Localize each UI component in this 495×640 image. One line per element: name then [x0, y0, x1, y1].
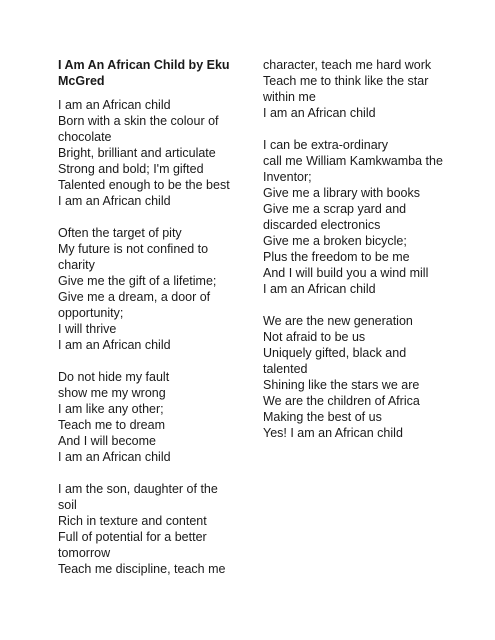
- poem-line: I am an African child: [263, 282, 376, 296]
- poem-line: show me my wrong: [58, 386, 166, 400]
- poem-line: Making the best of us: [263, 410, 382, 424]
- poem-line: I am an African child: [58, 194, 171, 208]
- poem-line: Talented enough to be the best: [58, 178, 230, 192]
- poem-line: Yes! I am an African child: [263, 426, 403, 440]
- poem-line: Give me a dream, a door of opportunity;: [58, 290, 211, 320]
- poem-line: I will thrive: [58, 322, 117, 336]
- poem-line: Give me a library with books: [263, 186, 421, 200]
- poem-line: Teach me to think like the star within me: [263, 74, 429, 104]
- left-column: [58, 57, 238, 593]
- poem-line: Bright, brilliant and articulate: [58, 146, 216, 160]
- poem-line: Full of potential for a better tomorrow: [58, 530, 207, 560]
- poem-line: Give me a broken bicycle;: [263, 234, 407, 248]
- stanza: [263, 57, 453, 121]
- poem-line: Plus the freedom to be me: [263, 250, 410, 264]
- poem-line: Uniquely gifted, black and talented: [263, 346, 407, 376]
- poem-line: Teach me discipline, teach me: [58, 562, 226, 576]
- poem-line: My future is not confined to charity: [58, 242, 209, 272]
- stanza: [58, 97, 238, 209]
- poem-line: We are the children of Africa: [263, 394, 420, 408]
- poem-line: Not afraid to be us: [263, 330, 366, 344]
- poem-line: Give me the gift of a lifetime;: [58, 274, 217, 288]
- poem-line: And I will build you a wind mill: [263, 266, 429, 280]
- poem-title: I Am An African Child by Eku McGred: [58, 58, 230, 88]
- right-column: [263, 57, 453, 457]
- poem-line: I can be extra-ordinary: [263, 138, 389, 152]
- stanza: [58, 481, 238, 577]
- poem-line: I am an African child: [58, 338, 171, 352]
- poem-line: call me William Kamkwamba the Inventor;: [263, 154, 443, 184]
- poem-line: I am an African child: [58, 98, 171, 112]
- poem-line: Born with a skin the colour of chocolate: [58, 114, 219, 144]
- poem-line: Give me a scrap yard and discarded electronics: [263, 202, 407, 232]
- stanza: [58, 369, 238, 465]
- poem-line: I am an African child: [58, 450, 171, 464]
- poem-line: Often the target of pity: [58, 226, 182, 240]
- poem-line: I am like any other;: [58, 402, 164, 416]
- poem-line: Teach me to dream: [58, 418, 165, 432]
- poem-line: We are the new generation: [263, 314, 413, 328]
- poem-line: I am an African child: [263, 106, 376, 120]
- poem-line: And I will become: [58, 434, 156, 448]
- stanza: [263, 137, 453, 297]
- poem-line: Strong and bold; I'm gifted: [58, 162, 204, 176]
- poem-line: character, teach me hard work: [263, 58, 432, 72]
- poem-line: Rich in texture and content: [58, 514, 207, 528]
- poem-line: Shining like the stars we are: [263, 378, 420, 392]
- poem-line: Do not hide my fault: [58, 370, 170, 384]
- poem-line: I am the son, daughter of the soil: [58, 482, 218, 512]
- stanza: [263, 313, 453, 441]
- stanza: [58, 225, 238, 353]
